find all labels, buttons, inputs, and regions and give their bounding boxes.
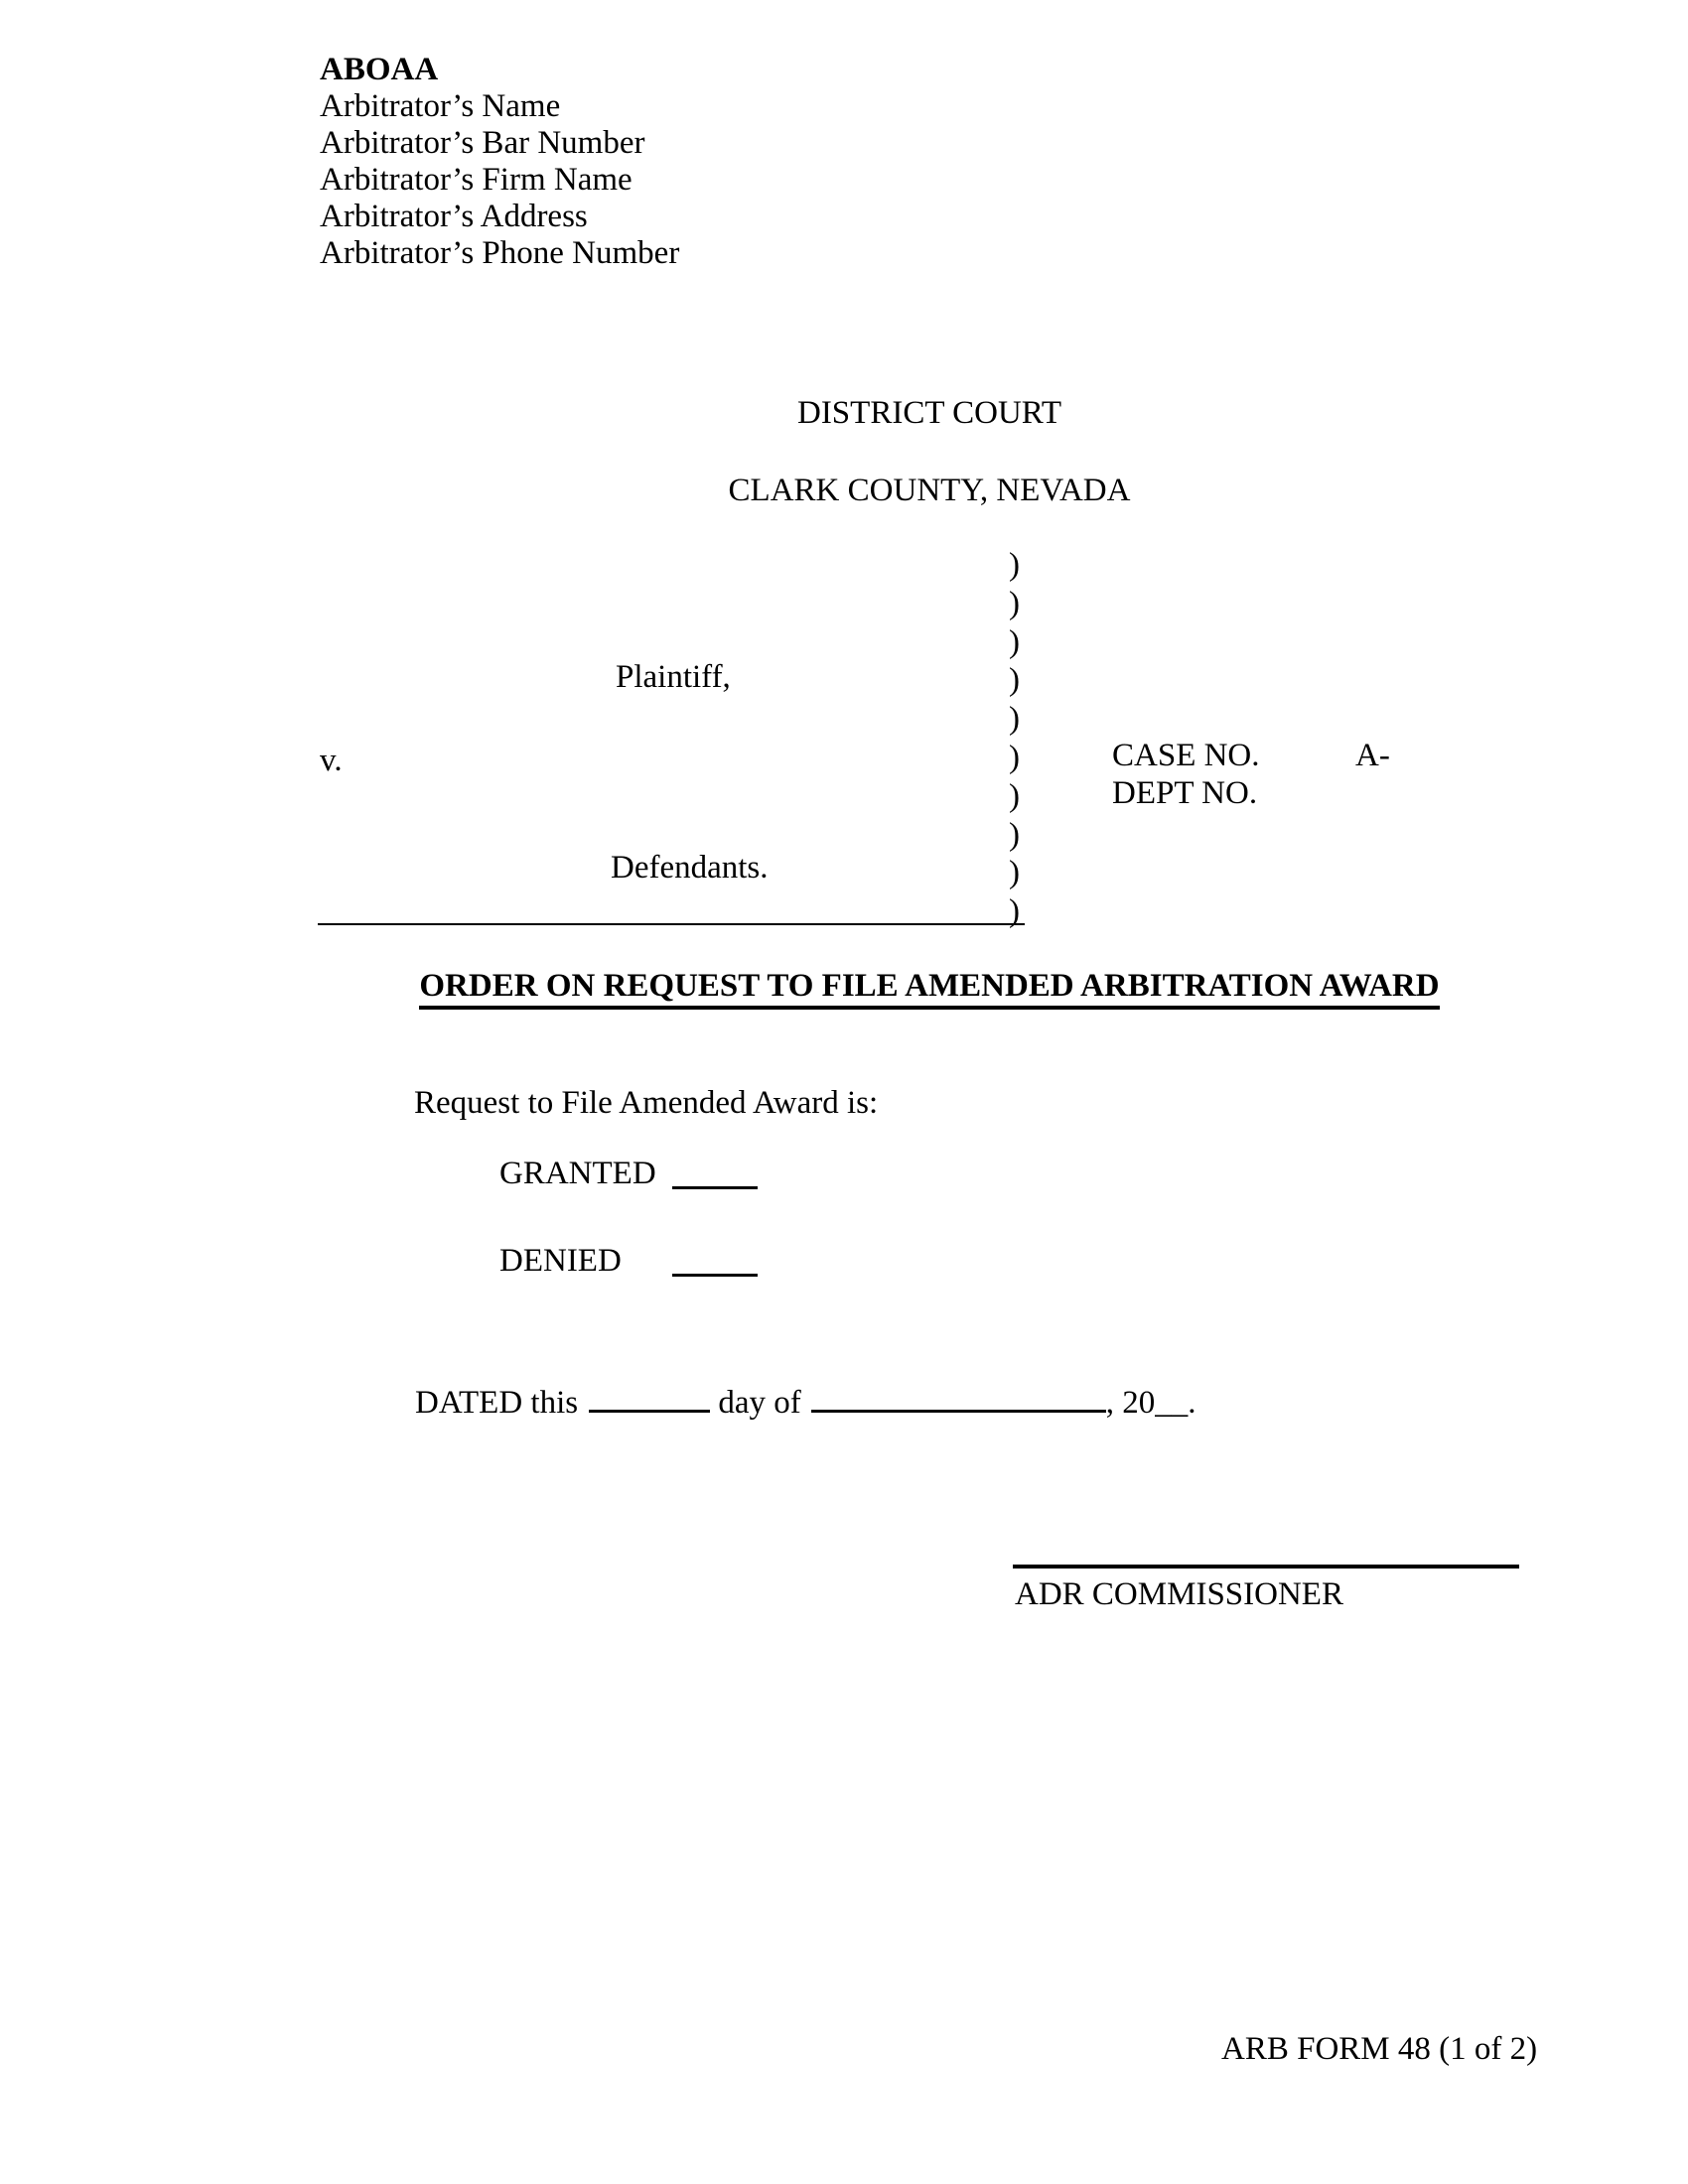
dated-line: [415, 1384, 1196, 1422]
caption-paren: ): [1009, 816, 1020, 853]
form-code: ABOAA: [320, 52, 439, 87]
court-name: DISTRICT COURT: [796, 395, 1061, 431]
arbitrator-bar-number-line: Arbitrator’s Bar Number: [320, 125, 645, 161]
request-line: Request to File Amended Award is:: [414, 1085, 879, 1121]
dated-day-blank: [589, 1384, 710, 1413]
caption-paren: ): [1009, 893, 1020, 930]
court-heading: [320, 395, 1539, 514]
caption-paren: ): [1009, 547, 1020, 583]
case-no-value: A-: [1355, 738, 1390, 773]
denied-blank-line: [672, 1274, 758, 1277]
caption-paren: ): [1009, 855, 1020, 891]
caption-paren: ): [1009, 701, 1020, 738]
dept-no-label: DEPT NO.: [1112, 775, 1258, 811]
caption-underline: [318, 923, 1025, 925]
granted-label: GRANTED: [499, 1156, 656, 1191]
signature-line: [1013, 1565, 1519, 1569]
granted-blank-line: [672, 1186, 758, 1189]
caption-paren-column: [1009, 546, 1020, 931]
caption-paren: ): [1009, 777, 1020, 814]
case-no-label: CASE NO.: [1112, 738, 1260, 773]
arbitrator-firm-name-line: Arbitrator’s Firm Name: [320, 162, 633, 198]
document-title-row: [320, 968, 1539, 1005]
caption-paren: ): [1009, 739, 1020, 775]
footer-form-number: ARB FORM 48 (1 of 2): [1221, 2031, 1538, 2067]
document-title: ORDER ON REQUEST TO FILE AMENDED ARBITRATION AWARD: [419, 968, 1439, 1010]
dated-suffix: , 20__.: [1105, 1385, 1196, 1421]
court-jurisdiction: CLARK COUNTY, NEVADA: [728, 473, 1131, 508]
caption-paren: ): [1009, 623, 1020, 660]
dated-prefix: DATED this: [415, 1385, 579, 1421]
signature-role: ADR COMMISSIONER: [1015, 1576, 1343, 1612]
caption-paren: ): [1009, 662, 1020, 699]
dated-middle: day of: [718, 1385, 801, 1421]
versus-label: v.: [320, 743, 343, 778]
caption-paren: ): [1009, 585, 1020, 621]
defendants-label: Defendants.: [611, 850, 769, 886]
arbitrator-header-block: [320, 52, 679, 272]
denied-label: DENIED: [499, 1243, 622, 1279]
arbitrator-address-line: Arbitrator’s Address: [320, 199, 588, 234]
dated-month-blank: [811, 1384, 1106, 1413]
arbitrator-phone-line: Arbitrator’s Phone Number: [320, 235, 680, 271]
arbitrator-name-line: Arbitrator’s Name: [320, 88, 561, 124]
plaintiff-label: Plaintiff,: [616, 659, 731, 695]
